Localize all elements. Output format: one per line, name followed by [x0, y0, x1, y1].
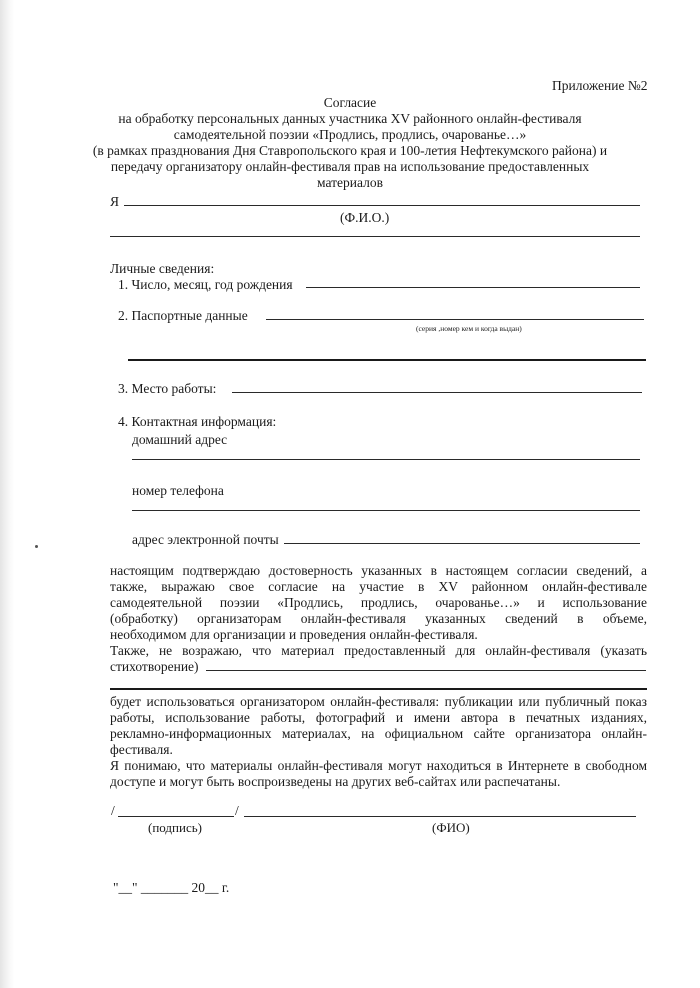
home-address-field[interactable]: [132, 459, 640, 460]
signature-field[interactable]: [118, 816, 234, 817]
email-label: адрес электронной почты: [132, 532, 279, 547]
title-line-3: самодеятельной поэзии «Продлись, продлись, очарованье…»: [173, 127, 527, 142]
signature-slash-left: /: [111, 803, 115, 818]
paragraph1-line: настоящим подтверждаю достоверность указанных в настоящем согласии сведений, а: [110, 563, 647, 578]
paragraph1-line: (обработку) организаторам онлайн-фестиваля указанных сведений в объеме,: [110, 611, 647, 626]
paragraph3-line: фестиваля.: [110, 742, 173, 757]
title-line-2: на обработку персональных данных участника XV районного онлайн-фестиваля: [118, 111, 582, 126]
home-address-label: домашний адрес: [132, 432, 228, 447]
title-line-1: Согласие: [323, 95, 377, 110]
paragraph1-line: необходимом для организации и проведения онлайн-фестиваля.: [110, 627, 478, 642]
paragraph1-line: самодеятельной поэзии «Продлись, продлись, очарованье…» и использование: [110, 595, 647, 610]
ya-label: Я: [110, 194, 120, 209]
birth-date-field[interactable]: [306, 287, 640, 288]
paragraph3-line: работы, использование работы, фотографий и имени автора в печатных изданиях,: [110, 710, 647, 725]
fio-field-line-2[interactable]: [110, 236, 640, 237]
poem-field-line-2[interactable]: [110, 688, 647, 690]
date-field[interactable]: "__" _______ 20__ г.: [113, 880, 230, 895]
paragraph4-line: Я понимаю, что материалы онлайн-фестиваля могут находиться в Интернете в свободном: [110, 758, 647, 773]
birth-date-label: 1. Число, месяц, год рождения: [118, 277, 293, 292]
signature-fio-field[interactable]: [244, 816, 636, 817]
paragraph4-line: доступе и могут быть воспроизведены на других веб-сайтах или распечатаны.: [110, 774, 561, 789]
passport-field-line-2[interactable]: [128, 359, 646, 361]
passport-field[interactable]: [266, 319, 644, 320]
paragraph1-line: также, выражаю свое согласие на участие в XV районном онлайн-фестивале: [110, 579, 647, 594]
paragraph3-line: рекламно-информационных материалах, на официальном сайте организатора онлайн-: [110, 726, 647, 741]
paragraph2-line: стихотворение): [110, 659, 199, 674]
personal-info-header: Личные сведения:: [110, 261, 215, 276]
work-label: 3. Место работы:: [118, 381, 217, 396]
phone-label: номер телефона: [132, 483, 224, 498]
fio-caption: (Ф.И.О.): [340, 210, 390, 225]
signature-slash-right: /: [235, 803, 239, 818]
title-line-4: (в рамках празднования Дня Ставропольского края и 100-летия Нефтекумского района) и: [92, 143, 608, 158]
email-field[interactable]: [284, 543, 640, 544]
signature-caption: (подпись): [148, 820, 202, 835]
contacts-label: 4. Контактная информация:: [118, 414, 277, 429]
poem-field[interactable]: [206, 670, 646, 671]
signature-fio-caption: (ФИО): [432, 820, 470, 835]
paragraph3-line: будет использоваться организатором онлайн-фестиваля: публикации или публичный показ: [110, 694, 647, 709]
appendix-label: Приложение №2: [552, 78, 648, 93]
passport-caption: (серия ,номер кем и когда выдан): [416, 324, 522, 333]
title-line-5: передачу организатору онлайн-фестиваля прав на использование предоставленных: [110, 159, 590, 174]
fio-field-line[interactable]: [124, 205, 640, 206]
work-field[interactable]: [232, 392, 642, 393]
passport-label: 2. Паспортные данные: [118, 308, 248, 323]
phone-field[interactable]: [132, 510, 640, 511]
title-line-6: материалов: [317, 175, 383, 190]
paragraph2-line: Также, не возражаю, что материал предоставленный для онлайн-фестиваля (указать: [110, 643, 647, 658]
